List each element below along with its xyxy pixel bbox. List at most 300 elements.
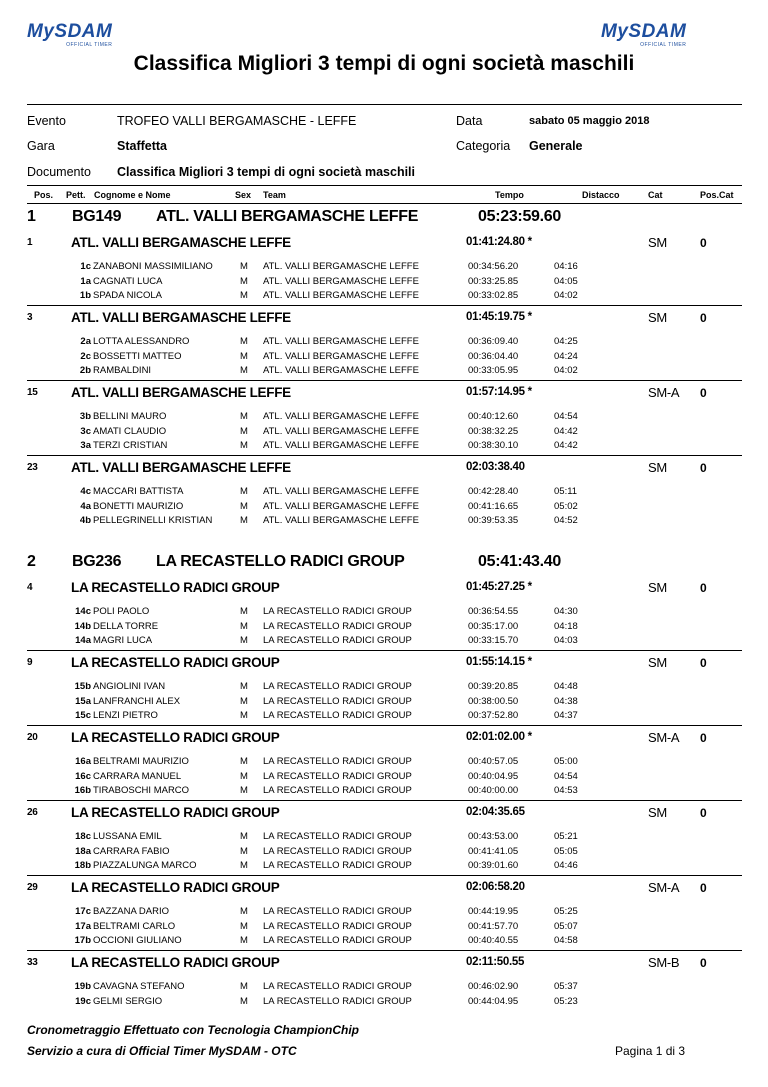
athlete-gap: 04:42: [554, 440, 578, 451]
divider-top: [27, 104, 742, 105]
athlete-sex: M: [240, 635, 248, 646]
athlete-gap: 04:24: [554, 350, 578, 362]
athlete-name: LOTTA ALESSANDRO: [93, 336, 190, 347]
club-name: ATL. VALLI BERGAMASCHE LEFFE: [156, 208, 419, 225]
documento-value: Classifica Migliori 3 tempi di ogni società maschili: [117, 165, 415, 179]
group-divider: [27, 725, 742, 726]
athlete-team: ATL. VALLI BERGAMASCHE LEFFE: [263, 336, 419, 347]
athlete-gap: 04:52: [554, 515, 578, 526]
athlete-name: LENZI PIETRO: [93, 710, 158, 721]
col-sex: Sex: [235, 190, 252, 200]
athlete-bib: 17c: [75, 906, 91, 917]
page-number: Pagina 1 di 3: [615, 1044, 686, 1058]
group-category: SM-A: [648, 730, 680, 745]
group-category: SM: [648, 310, 667, 325]
team-group: [0, 955, 768, 1030]
group-rank: 15: [27, 387, 38, 398]
athlete-bib: 2c: [80, 350, 91, 362]
group-name: LA RECASTELLO RADICI GROUP: [71, 955, 280, 970]
athlete-name: BOSSETTI MATTEO: [93, 350, 182, 362]
athlete-row: [0, 351, 768, 365]
team-group: [0, 235, 768, 310]
group-category: SM: [648, 580, 667, 595]
group-divider: [27, 875, 742, 876]
athlete-name: MAGRI LUCA: [93, 635, 153, 646]
athlete-time: 00:42:28.40: [468, 486, 519, 497]
group-time: 01:41:24.80 *: [466, 236, 532, 248]
group-category: SM: [648, 805, 667, 820]
athlete-bib: 19c: [75, 995, 91, 1007]
athlete-gap: 05:21: [554, 831, 578, 842]
athlete-sex: M: [240, 981, 248, 992]
athlete-name: TIRABOSCHI MARCO: [93, 785, 190, 796]
athlete-gap: 04:25: [554, 336, 578, 347]
athlete-gap: 04:16: [554, 261, 578, 272]
athlete-row: [0, 831, 768, 845]
athlete-bib: 4b: [79, 515, 91, 526]
athlete-time: 00:40:00.00: [468, 785, 519, 796]
athlete-team: ATL. VALLI BERGAMASCHE LEFFE: [263, 440, 419, 451]
athlete-row: [0, 860, 768, 874]
athlete-team: ATL. VALLI BERGAMASCHE LEFFE: [263, 290, 419, 301]
athlete-sex: M: [240, 785, 248, 796]
athlete-row: [0, 681, 768, 695]
athlete-gap: 04:30: [554, 606, 578, 617]
athlete-team: ATL. VALLI BERGAMASCHE LEFFE: [263, 486, 419, 497]
athlete-bib: 3b: [79, 411, 91, 422]
athlete-bib: 14c: [75, 606, 91, 617]
group-time: 02:04:35.65: [466, 806, 525, 818]
athlete-name: BELTRAMI MAURIZIO: [93, 756, 189, 767]
mysdam-logo-left: MySDAM OFFICIAL TIMER: [27, 21, 113, 48]
group-time: 02:06:58.20: [466, 881, 525, 893]
athlete-team: ATL. VALLI BERGAMASCHE LEFFE: [263, 350, 419, 362]
athlete-gap: 04:58: [554, 935, 578, 946]
athlete-team: ATL. VALLI BERGAMASCHE LEFFE: [263, 425, 419, 437]
athlete-name: BELTRAMI CARLO: [93, 920, 176, 932]
athlete-team: ATL. VALLI BERGAMASCHE LEFFE: [263, 261, 419, 272]
athlete-sex: M: [240, 425, 248, 437]
athlete-name: BELLINI MAURO: [93, 411, 167, 422]
athlete-team: LA RECASTELLO RADICI GROUP: [263, 620, 412, 632]
athlete-name: LANFRANCHI ALEX: [93, 695, 181, 707]
athlete-name: CAGNATI LUCA: [93, 275, 163, 287]
group-rank: 20: [27, 732, 38, 743]
group-name: ATL. VALLI BERGAMASCHE LEFFE: [71, 460, 291, 475]
athlete-bib: 1a: [80, 275, 91, 287]
athlete-gap: 04:42: [554, 425, 578, 437]
athlete-gap: 04:54: [554, 770, 578, 782]
divider-header-top: [27, 185, 742, 186]
athlete-sex: M: [240, 365, 248, 376]
athlete-time: 00:44:19.95: [468, 906, 519, 917]
athlete-gap: 05:11: [554, 486, 578, 497]
athlete-sex: M: [240, 515, 248, 526]
athlete-name: CARRARA FABIO: [93, 845, 170, 857]
athlete-bib: 16b: [74, 785, 91, 796]
athlete-row: [0, 486, 768, 500]
page-title: Classifica Migliori 3 tempi di ogni società maschili: [133, 52, 635, 75]
group-divider: [27, 650, 742, 651]
athlete-sex: M: [240, 710, 248, 721]
athlete-time: 00:33:02.85: [468, 290, 519, 301]
athlete-sex: M: [240, 290, 248, 301]
athlete-sex: M: [240, 756, 248, 767]
athlete-bib: 18a: [75, 845, 91, 857]
athlete-time: 00:38:30.10: [468, 440, 519, 451]
athlete-gap: 04:18: [554, 620, 578, 632]
athlete-row: [0, 710, 768, 724]
group-category: SM: [648, 460, 667, 475]
group-rank: 26: [27, 807, 38, 818]
athlete-sex: M: [240, 681, 248, 692]
team-group: [0, 460, 768, 535]
group-time: 01:55:14.15 *: [466, 656, 532, 668]
athlete-row: [0, 906, 768, 920]
group-name: LA RECASTELLO RADICI GROUP: [71, 655, 280, 670]
athlete-row: [0, 921, 768, 935]
athlete-name: RAMBALDINI: [93, 365, 152, 376]
athlete-name: PELLEGRINELLI KRISTIAN: [93, 515, 213, 526]
athlete-team: LA RECASTELLO RADICI GROUP: [263, 831, 412, 842]
athlete-row: [0, 996, 768, 1010]
group-divider: [27, 800, 742, 801]
col-pos: Pos.: [34, 190, 54, 200]
athlete-sex: M: [240, 860, 248, 871]
athlete-row: [0, 846, 768, 860]
athlete-time: 00:39:01.60: [468, 860, 519, 871]
data-label: Data: [456, 114, 483, 128]
athlete-row: [0, 606, 768, 620]
athlete-name: DELLA TORRE: [93, 620, 159, 632]
athlete-gap: 05:05: [554, 845, 578, 857]
athlete-name: OCCIONI GIULIANO: [93, 935, 182, 946]
athlete-name: PIAZZALUNGA MARCO: [93, 860, 197, 871]
athlete-sex: M: [240, 906, 248, 917]
athlete-bib: 17b: [74, 935, 91, 946]
athlete-sex: M: [240, 845, 248, 857]
athlete-bib: 18b: [74, 860, 91, 871]
group-rank: 4: [27, 582, 33, 593]
athlete-team: ATL. VALLI BERGAMASCHE LEFFE: [263, 275, 419, 287]
athlete-gap: 05:37: [554, 981, 578, 992]
group-poscat: 0: [700, 806, 707, 820]
group-time: 01:45:27.25 *: [466, 581, 532, 593]
athlete-sex: M: [240, 995, 248, 1007]
athlete-bib: 15a: [75, 695, 91, 707]
athlete-row: [0, 261, 768, 275]
athlete-row: [0, 981, 768, 995]
athlete-team: LA RECASTELLO RADICI GROUP: [263, 935, 412, 946]
group-name: LA RECASTELLO RADICI GROUP: [71, 580, 280, 595]
athlete-sex: M: [240, 935, 248, 946]
athlete-bib: 4a: [80, 500, 91, 512]
athlete-team: LA RECASTELLO RADICI GROUP: [263, 635, 412, 646]
athlete-name: LUSSANA EMIL: [93, 831, 162, 842]
athlete-time: 00:33:15.70: [468, 635, 519, 646]
group-time: 02:01:02.00 *: [466, 731, 532, 743]
athlete-row: [0, 276, 768, 290]
athlete-name: BAZZANA DARIO: [93, 906, 170, 917]
athlete-gap: 05:02: [554, 500, 578, 512]
athlete-bib: 2b: [79, 365, 91, 376]
athlete-row: [0, 935, 768, 949]
athlete-bib: 3a: [80, 440, 91, 451]
group-rank: 9: [27, 657, 33, 668]
categoria-label: Categoria: [456, 139, 511, 153]
athlete-gap: 05:07: [554, 920, 578, 932]
athlete-sex: M: [240, 620, 248, 632]
data-value: sabato 05 maggio 2018: [529, 115, 650, 127]
athlete-gap: 05:00: [554, 756, 578, 767]
group-time: 01:45:19.75 *: [466, 311, 532, 323]
team-group: [0, 655, 768, 730]
athlete-row: [0, 411, 768, 425]
athlete-time: 00:36:09.40: [468, 336, 519, 347]
club-rank: 1: [27, 208, 36, 225]
team-group: [0, 730, 768, 805]
athlete-sex: M: [240, 261, 248, 272]
athlete-row: [0, 785, 768, 799]
group-poscat: 0: [700, 581, 707, 595]
athlete-row: [0, 756, 768, 770]
athlete-team: LA RECASTELLO RADICI GROUP: [263, 845, 412, 857]
athlete-row: [0, 515, 768, 529]
athlete-team: LA RECASTELLO RADICI GROUP: [263, 606, 412, 617]
footer-line-1: Cronometraggio Effettuato con Tecnologia ChampionChip: [27, 1023, 359, 1037]
athlete-time: 00:38:00.50: [468, 695, 519, 707]
athlete-team: ATL. VALLI BERGAMASCHE LEFFE: [263, 411, 419, 422]
athlete-time: 00:38:32.25: [468, 425, 519, 437]
group-rank: 29: [27, 882, 38, 893]
athlete-time: 00:40:04.95: [468, 770, 519, 782]
athlete-team: LA RECASTELLO RADICI GROUP: [263, 906, 412, 917]
col-cognome: Cognome e Nome: [94, 190, 171, 200]
athlete-time: 00:36:04.40: [468, 350, 519, 362]
athlete-name: ZANABONI MASSIMILIANO: [93, 261, 213, 272]
athlete-sex: M: [240, 695, 248, 707]
athlete-team: LA RECASTELLO RADICI GROUP: [263, 981, 412, 992]
athlete-name: CAVAGNA STEFANO: [93, 981, 185, 992]
athlete-name: CARRARA MANUEL: [93, 770, 182, 782]
athlete-bib: 15c: [75, 710, 91, 721]
athlete-team: LA RECASTELLO RADICI GROUP: [263, 860, 412, 871]
gara-value: Staffetta: [117, 139, 168, 153]
athlete-gap: 04:02: [554, 365, 578, 376]
group-category: SM-A: [648, 880, 680, 895]
athlete-sex: M: [240, 411, 248, 422]
athlete-gap: 05:25: [554, 906, 578, 917]
athlete-team: LA RECASTELLO RADICI GROUP: [263, 995, 412, 1007]
athlete-gap: 04:05: [554, 275, 578, 287]
group-divider: [27, 950, 742, 951]
athlete-team: ATL. VALLI BERGAMASCHE LEFFE: [263, 500, 419, 512]
athlete-row: [0, 440, 768, 454]
club-rank: 2: [27, 553, 36, 570]
club-header: [0, 553, 768, 575]
athlete-name: TERZI CRISTIAN: [93, 440, 168, 451]
athlete-time: 00:43:53.00: [468, 831, 519, 842]
athlete-gap: 05:23: [554, 995, 578, 1007]
athlete-team: LA RECASTELLO RADICI GROUP: [263, 920, 412, 932]
athlete-sex: M: [240, 486, 248, 497]
col-pett: Pett.: [66, 190, 86, 200]
group-poscat: 0: [700, 386, 707, 400]
athlete-time: 00:33:05.95: [468, 365, 519, 376]
athlete-time: 00:41:57.70: [468, 920, 519, 932]
footer-line-2: Servizio a cura di Official Timer MySDAM - OTC: [27, 1044, 297, 1058]
group-poscat: 0: [700, 881, 707, 895]
athlete-bib: 16a: [75, 756, 91, 767]
athlete-row: [0, 426, 768, 440]
athlete-time: 00:39:20.85: [468, 681, 519, 692]
athlete-gap: 04:48: [554, 681, 578, 692]
athlete-gap: 04:46: [554, 860, 578, 871]
athlete-team: ATL. VALLI BERGAMASCHE LEFFE: [263, 515, 419, 526]
athlete-bib: 18c: [75, 831, 91, 842]
athlete-team: LA RECASTELLO RADICI GROUP: [263, 785, 412, 796]
col-poscat: Pos.Cat: [700, 190, 734, 200]
club-name: LA RECASTELLO RADICI GROUP: [156, 553, 405, 570]
athlete-bib: 1b: [79, 290, 91, 301]
categoria-value: Generale: [529, 139, 583, 153]
club-code: BG149: [72, 208, 122, 225]
athlete-time: 00:41:41.05: [468, 845, 519, 857]
athlete-sex: M: [240, 770, 248, 782]
group-divider: [27, 455, 742, 456]
athlete-time: 00:34:56.20: [468, 261, 519, 272]
group-name: ATL. VALLI BERGAMASCHE LEFFE: [71, 310, 291, 325]
athlete-row: [0, 336, 768, 350]
athlete-time: 00:46:02.90: [468, 981, 519, 992]
athlete-name: AMATI CLAUDIO: [93, 425, 167, 437]
group-poscat: 0: [700, 731, 707, 745]
athlete-bib: 3c: [80, 425, 91, 437]
athlete-team: LA RECASTELLO RADICI GROUP: [263, 770, 412, 782]
club-code: BG236: [72, 553, 122, 570]
athlete-gap: 04:03: [554, 635, 578, 646]
group-name: ATL. VALLI BERGAMASCHE LEFFE: [71, 235, 291, 250]
athlete-time: 00:36:54.55: [468, 606, 519, 617]
athlete-row: [0, 635, 768, 649]
group-poscat: 0: [700, 236, 707, 250]
athlete-time: 00:35:17.00: [468, 620, 519, 632]
group-time: 02:03:38.40: [466, 461, 525, 473]
col-distacco: Distacco: [582, 190, 620, 200]
group-name: LA RECASTELLO RADICI GROUP: [71, 730, 280, 745]
athlete-name: GELMI SERGIO: [93, 995, 163, 1007]
group-poscat: 0: [700, 956, 707, 970]
athlete-time: 00:41:16.65: [468, 500, 519, 512]
athlete-team: LA RECASTELLO RADICI GROUP: [263, 681, 412, 692]
athlete-bib: 14b: [74, 620, 91, 632]
athlete-team: LA RECASTELLO RADICI GROUP: [263, 710, 412, 721]
athlete-sex: M: [240, 350, 248, 362]
gara-label: Gara: [27, 139, 55, 153]
athlete-sex: M: [240, 831, 248, 842]
athlete-bib: 2a: [80, 336, 91, 347]
team-group: [0, 310, 768, 385]
documento-label: Documento: [27, 165, 91, 179]
group-poscat: 0: [700, 311, 707, 325]
athlete-sex: M: [240, 606, 248, 617]
athlete-bib: 17a: [75, 920, 91, 932]
athlete-bib: 15b: [74, 681, 91, 692]
group-time: 02:11:50.55: [466, 956, 525, 968]
group-category: SM-B: [648, 955, 680, 970]
athlete-time: 00:40:12.60: [468, 411, 519, 422]
athlete-time: 00:40:40.55: [468, 935, 519, 946]
athlete-time: 00:33:25.85: [468, 275, 519, 287]
athlete-gap: 04:37: [554, 710, 578, 721]
athlete-row: [0, 621, 768, 635]
group-rank: 33: [27, 957, 38, 968]
evento-label: Evento: [27, 114, 66, 128]
group-rank: 1: [27, 237, 33, 248]
group-category: SM: [648, 655, 667, 670]
athlete-bib: 1c: [80, 261, 91, 272]
athlete-name: SPADA NICOLA: [93, 290, 162, 301]
club-total-time: 05:23:59.60: [478, 208, 561, 225]
athlete-name: MACCARI BATTISTA: [93, 486, 184, 497]
athlete-gap: 04:54: [554, 411, 578, 422]
mysdam-logo-right: MySDAM OFFICIAL TIMER: [601, 21, 687, 48]
club-total-time: 05:41:43.40: [478, 553, 561, 570]
group-category: SM: [648, 235, 667, 250]
evento-value: TROFEO VALLI BERGAMASCHE - LEFFE: [117, 114, 357, 128]
col-tempo: Tempo: [495, 190, 524, 200]
athlete-time: 00:40:57.05: [468, 756, 519, 767]
group-divider: [27, 380, 742, 381]
team-group: [0, 385, 768, 460]
athlete-gap: 04:38: [554, 695, 578, 707]
athlete-row: [0, 501, 768, 515]
athlete-time: 00:39:53.35: [468, 515, 519, 526]
team-group: [0, 580, 768, 655]
athlete-time: 00:44:04.95: [468, 995, 519, 1007]
col-cat: Cat: [648, 190, 663, 200]
group-poscat: 0: [700, 656, 707, 670]
group-rank: 23: [27, 462, 38, 473]
athlete-time: 00:37:52.80: [468, 710, 519, 721]
athlete-sex: M: [240, 275, 248, 287]
group-name: ATL. VALLI BERGAMASCHE LEFFE: [71, 385, 291, 400]
divider-header-bottom: [27, 203, 742, 204]
group-poscat: 0: [700, 461, 707, 475]
athlete-sex: M: [240, 336, 248, 347]
col-team: Team: [263, 190, 286, 200]
athlete-bib: 4c: [80, 486, 91, 497]
club-header: [0, 208, 768, 230]
group-divider: [27, 305, 742, 306]
athlete-name: BONETTI MAURIZIO: [93, 500, 184, 512]
athlete-team: ATL. VALLI BERGAMASCHE LEFFE: [263, 365, 419, 376]
group-name: LA RECASTELLO RADICI GROUP: [71, 880, 280, 895]
athlete-name: ANGIOLINI IVAN: [93, 681, 166, 692]
athlete-gap: 04:02: [554, 290, 578, 301]
athlete-bib: 14a: [75, 635, 91, 646]
team-group: [0, 805, 768, 880]
athlete-sex: M: [240, 440, 248, 451]
group-name: LA RECASTELLO RADICI GROUP: [71, 805, 280, 820]
group-category: SM-A: [648, 385, 680, 400]
group-rank: 3: [27, 312, 33, 323]
group-time: 01:57:14.95 *: [466, 386, 532, 398]
athlete-team: LA RECASTELLO RADICI GROUP: [263, 756, 412, 767]
athlete-row: [0, 771, 768, 785]
athlete-name: POLI PAOLO: [93, 606, 150, 617]
athlete-team: LA RECASTELLO RADICI GROUP: [263, 695, 412, 707]
